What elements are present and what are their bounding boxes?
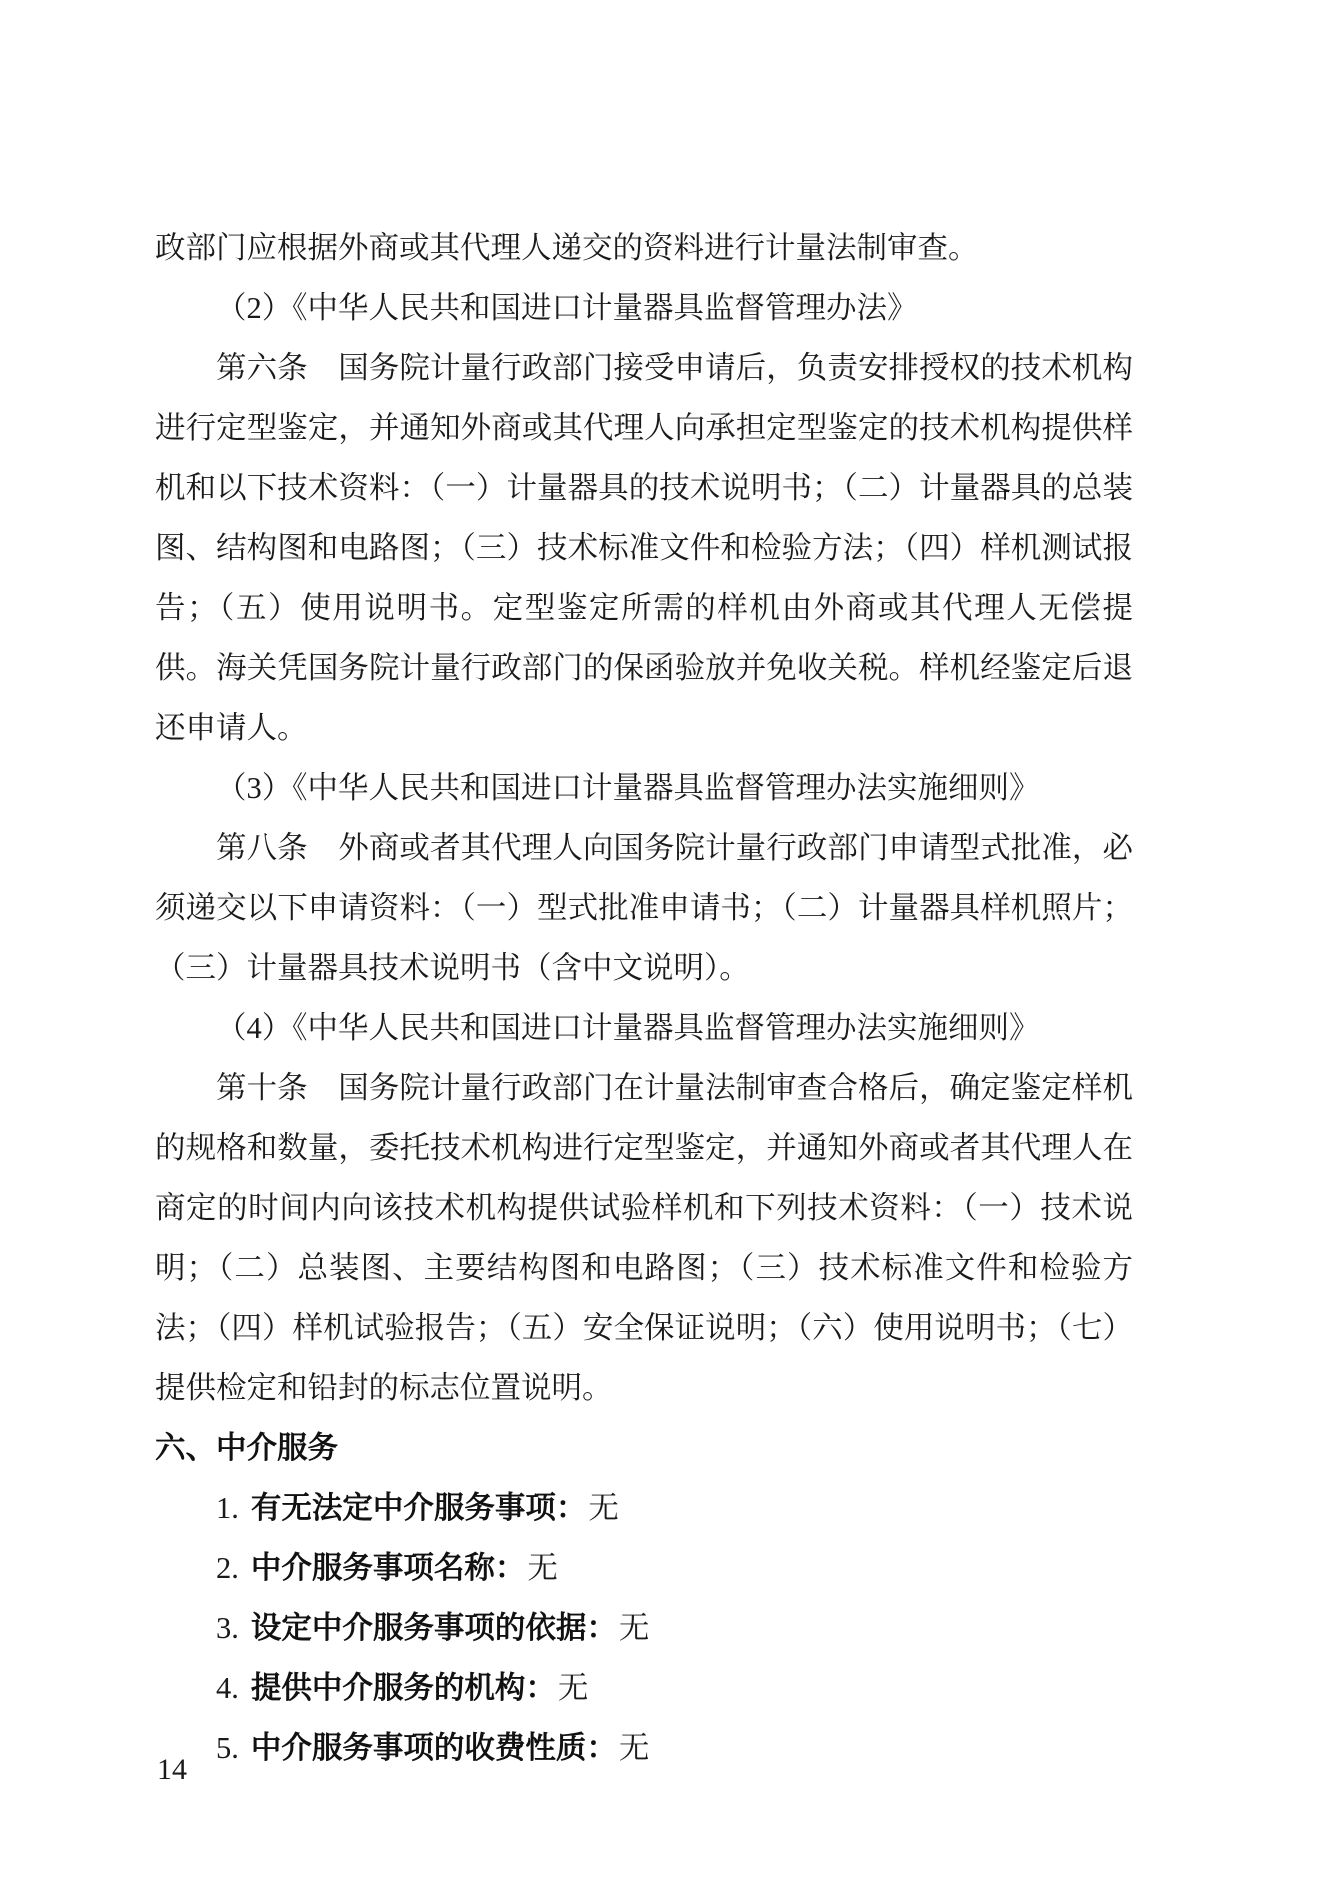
list-item-value: 无 [588,1491,619,1525]
list-item-value: 无 [618,1611,650,1645]
section-heading: 六、中介服务 [155,1431,338,1465]
paragraph-regulation-3: （3）《中华人民共和国进口计量器具监督管理办法实施细则》 [216,771,1040,805]
list-item [216,1718,1133,1778]
list-item-label: 中介服务事项的收费性质： [250,1731,617,1765]
list-item-number: 3. [216,1611,239,1645]
paragraph-article-10: 第十条 国务院计量行政部门在计量法制审查合格后，确定鉴定样机的规格和数量，委托技术机构进行定型鉴定，并通知外商或者其代理人在商定的时间内向该技术机构提供试验样机和下列技术资料：（一）技术说明；（二）总装图、主要结构图和电路图；（三）技术标准文件和检验方法；（四）样机试验报告；（五）安全保证说明；（六）使用说明书；（七）提供检定和铅封的标志位置说明。 [155,1071,1133,1405]
paragraph-continuation: 政部门应根据外商或其代理人递交的资料进行计量法制审查。 [155,231,979,265]
list-item [216,1598,1133,1658]
list-item-label: 提供中介服务的机构： [250,1671,556,1705]
list-item [216,1538,1133,1598]
list-item-number: 4. [216,1671,239,1705]
list-item-number: 5. [216,1731,239,1765]
intermediary-service-list [155,1478,1133,1778]
paragraph-article-8: 第八条 外商或者其代理人向国务院计量行政部门申请型式批准，必须递交以下申请资料：（一）型式批准申请书；（二）计量器具样机照片；（三）计量器具技术说明书（含中文说明）。 [155,831,1133,985]
page-number: 14 [157,1753,187,1786]
list-item-value: 无 [527,1551,558,1585]
list-item [216,1478,1133,1538]
list-item-value: 无 [557,1671,589,1705]
list-item-value: 无 [618,1731,650,1765]
list-item-label: 中介服务事项名称： [250,1551,526,1585]
paragraph-article-6: 第六条 国务院计量行政部门接受申请后，负责安排授权的技术机构进行定型鉴定，并通知外商或其代理人向承担定型鉴定的技术机构提供样机和以下技术资料：（一）计量器具的技术说明书；（二）计量器具的总装图、结构图和电路图；（三）技术标准文件和检验方法；（四）样机测试报告；（五）使用说明书。定型鉴定所需的样机由外商或其代理人无偿提供。海关凭国务院计量行政部门的保函验放并免收关税。样机经鉴定后退还申请人。 [155,351,1133,745]
list-item-number: 1. [216,1491,239,1525]
list-item [216,1658,1133,1718]
list-item-label: 设定中介服务事项的依据： [250,1611,617,1645]
list-item-number: 2. [216,1551,239,1585]
list-item-label: 有无法定中介服务事项： [250,1491,587,1525]
paragraph-regulation-2: （2）《中华人民共和国进口计量器具监督管理办法》 [216,291,918,325]
document-body [155,218,1133,1778]
paragraph-regulation-4: （4）《中华人民共和国进口计量器具监督管理办法实施细则》 [216,1011,1040,1045]
